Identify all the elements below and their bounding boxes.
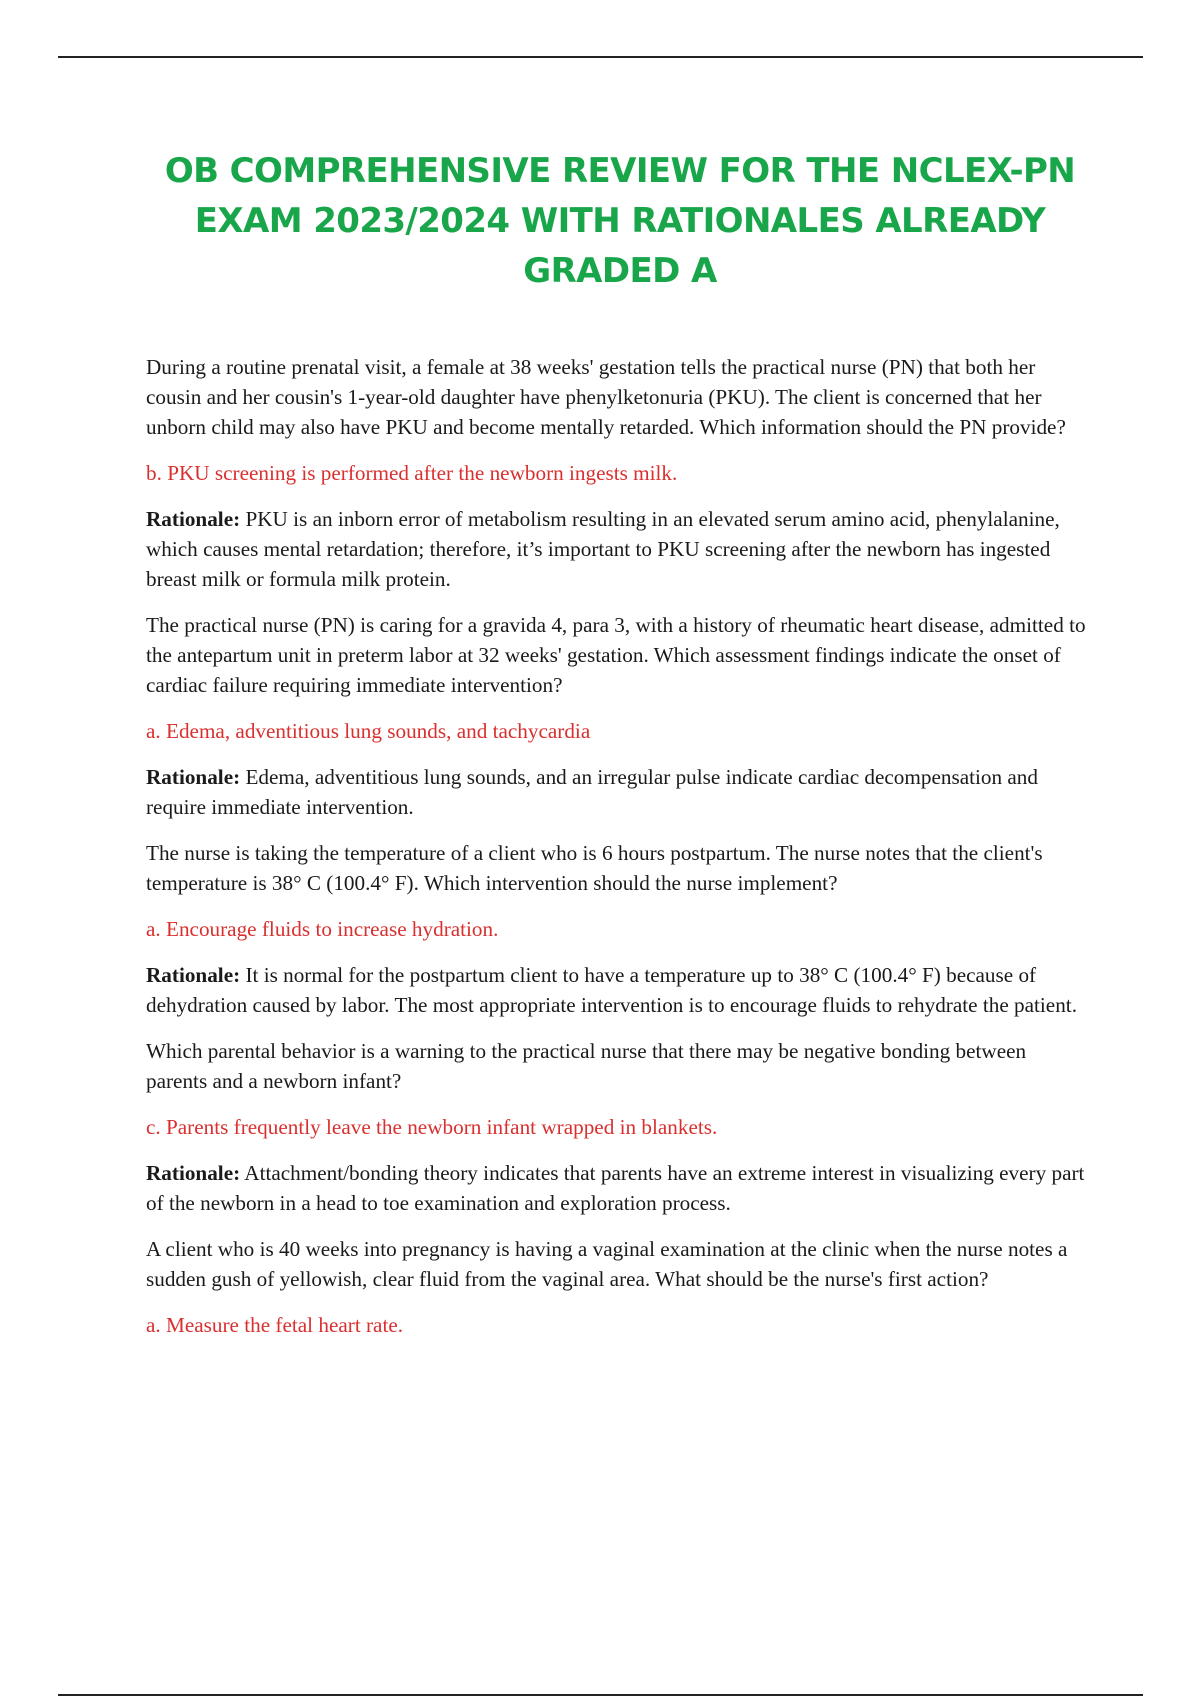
rationale-label: Rationale: <box>146 963 241 987</box>
answer-text: a. Measure the fetal heart rate. <box>146 1313 404 1337</box>
rationale-text: Attachment/bonding theory indicates that parents have an extreme interest in visualizing every part of the newborn in a head to toe examination and exploration process. <box>146 1161 1085 1215</box>
rationale-paragraph <box>146 1158 1090 1218</box>
question-text: A client who is 40 weeks into pregnancy is having a vaginal examination at the clinic when the nurse notes a sudden gush of yellowish, clear fluid from the vaginal area. What should be the nurse's first action? <box>146 1237 1068 1291</box>
title-line: OB COMPREHENSIVE REVIEW FOR THE NCLEX-PN <box>164 151 1076 191</box>
title-line: GRADED A <box>523 251 717 291</box>
question-text: The practical nurse (PN) is caring for a gravida 4, para 3, with a history of rheumatic heart disease, admitted to the antepartum unit in preterm labor at 32 weeks' gestation. Which assessment findings indicate the onset of cardiac failure requiring immediate intervention? <box>146 613 1086 697</box>
rationale-label: Rationale: <box>146 765 241 789</box>
answer-text: b. PKU screening is performed after the newborn ingests milk. <box>146 461 678 485</box>
answer-text: a. Encourage fluids to increase hydration. <box>146 917 499 941</box>
question-text: The nurse is taking the temperature of a client who is 6 hours postpartum. The nurse notes that the client's temperature is 38° C (100.4° F). Which intervention should the nurse implement? <box>146 841 1043 895</box>
title-line: EXAM 2023/2024 WITH RATIONALES ALREADY <box>194 201 1046 241</box>
rationale-text: PKU is an inborn error of metabolism resulting in an elevated serum amino acid, phenylalanine, which causes mental retardation; therefore, it’s important to PKU screening after the newborn has ingested breast milk or formula milk protein. <box>146 507 1060 591</box>
rationale-label: Rationale: <box>146 507 241 531</box>
question-text: Which parental behavior is a warning to the practical nurse that there may be negative bonding between parents and a newborn infant? <box>146 1039 1027 1093</box>
rationale-paragraph <box>146 504 1090 594</box>
rationale-paragraph <box>146 762 1090 822</box>
rationale-text: Edema, adventitious lung sounds, and an irregular pulse indicate cardiac decompensation and require immediate intervention. <box>146 765 1038 819</box>
bottom-rule <box>58 1694 1143 1696</box>
top-rule <box>58 56 1143 58</box>
answer-text: c. Parents frequently leave the newborn infant wrapped in blankets. <box>146 1115 718 1139</box>
rationale-paragraph <box>146 960 1090 1020</box>
rationale-label: Rationale: <box>146 1161 241 1185</box>
question-text: During a routine prenatal visit, a female at 38 weeks' gestation tells the practical nurse (PN) that both her cousin and her cousin's 1-year-old daughter have phenylketonuria (PKU). The client is concerned that her unborn child may also have PKU and become mentally retarded. Which information should the PN provide? <box>146 355 1066 439</box>
document-title <box>130 146 1110 296</box>
document-body <box>146 352 1090 1356</box>
answer-text: a. Edema, adventitious lung sounds, and tachycardia <box>146 719 591 743</box>
rationale-text: It is normal for the postpartum client to have a temperature up to 38° C (100.4° F) because of dehydration caused by labor. The most appropriate intervention is to encourage fluids to rehydrate the patient. <box>146 963 1077 1017</box>
